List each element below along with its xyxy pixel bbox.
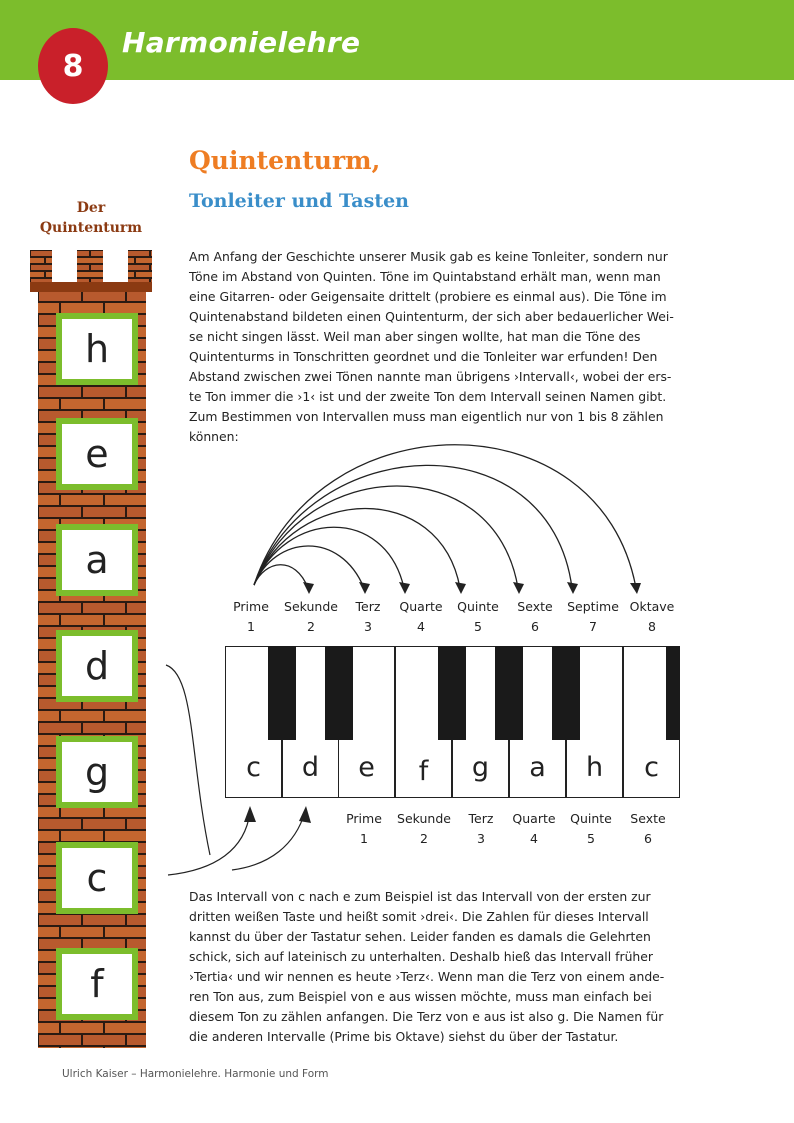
page-number-badge: 8 (38, 28, 108, 104)
black-key (495, 646, 523, 740)
text-line: schick, sich auf lateinisch zu unterhalten. Deshalb hieß das Intervall früher (189, 949, 653, 964)
tower-note-e: e (56, 418, 138, 490)
text-line: Das Intervall von c nach e zum Beispiel ist das Intervall von der ersten zur (189, 889, 651, 904)
black-key (325, 646, 353, 740)
text-line: Quintenturms in Tonschritten geordnet und die Tonleiter war erfunden! Den (189, 349, 658, 364)
text-line: diesem Ton zu zählen anfangen. Die Terz von e aus ist also g. Die Namen für (189, 1009, 664, 1024)
tower-note-h: h (56, 313, 138, 385)
page-footer: Ulrich Kaiser – Harmonielehre. Harmonie und Form (62, 1068, 329, 1080)
tower-title-line2: Quintenturm (39, 220, 143, 236)
black-key (268, 646, 296, 740)
text-line: te Ton immer die ›1‹ ist und der zweite Ton dem Intervall seinen Namen gibt. (189, 389, 667, 404)
interval-top-1: Prime 1 (233, 599, 269, 634)
tower-note-g: g (56, 736, 138, 808)
interval-arcs (254, 445, 636, 588)
interval-top-5: Quinte 5 (457, 599, 499, 634)
text-line: können: (189, 429, 239, 444)
intro-paragraph (189, 247, 719, 447)
key-label: h (585, 752, 604, 783)
text-line: eine Gitarren- oder Geigensaite drittelt (probiere es einmal aus). Die Töne im (189, 289, 667, 304)
tower-note-c: c (56, 842, 138, 914)
interval-top-8: Oktave 8 (629, 599, 675, 634)
interval-bottom-2: Sekunde 2 (397, 811, 451, 846)
piano-keyboard (225, 646, 680, 798)
text-line: Töne im Abstand von Quinten. Töne im Quintabstand erhält man, wenn man (189, 269, 661, 284)
black-key (552, 646, 580, 740)
chapter-title: Harmonielehre (122, 26, 361, 59)
black-key (438, 646, 466, 740)
text-line: ›Tertia‹ und wir nennen es heute ›Terz‹. Wenn man die Terz von einem ande- (189, 969, 665, 984)
interval-bottom-3: Terz 3 (468, 811, 494, 846)
text-line: Am Anfang der Geschichte unserer Musik gab es keine Tonleiter, sondern nur (189, 249, 668, 264)
key-label: f (418, 756, 429, 787)
interval-bottom-5: Quinte 5 (570, 811, 612, 846)
interval-arrowheads (303, 582, 641, 594)
interval-top-2: Sekunde 2 (284, 599, 338, 634)
tower-note-d: d (56, 630, 138, 702)
tower-note-f: f (56, 948, 138, 1020)
interval-top-6: Sexte 6 (517, 599, 553, 634)
text-line: dritten weißen Taste und heißt somit ›drei‹. Die Zahlen für dieses Intervall (189, 909, 649, 924)
interval-top-3: Terz 3 (355, 599, 381, 634)
interval-bottom-1: Prime 1 (346, 811, 382, 846)
text-line: kannst du über der Tastatur sehen. Leider fanden es damals die Gelehrten (189, 929, 651, 944)
tower-note-a: a (56, 524, 138, 596)
text-line: die anderen Intervalle (Prime bis Oktave) siehst du über der Tastatur. (189, 1029, 619, 1044)
interval-top-4: Quarte 4 (399, 599, 443, 634)
black-key (666, 646, 680, 740)
key-label: g (471, 752, 490, 783)
interval-top-7: Septime 7 (567, 599, 619, 634)
tower-battlements (30, 250, 152, 292)
interval-bottom-6: Sexte 6 (630, 811, 666, 846)
key-label: d (301, 752, 320, 783)
key-label: c (246, 752, 261, 783)
text-line: Zum Bestimmen von Intervallen muss man eigentlich nur von 1 bis 8 zählen (189, 409, 664, 424)
text-line: Abstand zwischen zwei Tönen nannte man übrigens ›Intervall‹, wobei der ers- (189, 369, 672, 384)
second-paragraph (189, 887, 719, 1047)
key-label: e (358, 752, 375, 783)
key-label: c (644, 752, 659, 783)
text-line: Quintenabstand bildeten einen Quintenturm, der sich aber bedauerlicher Wei- (189, 309, 674, 324)
interval-bottom-4: Quarte 4 (512, 811, 556, 846)
text-line: ren Ton aus, zum Beispiel von e aus wissen möchte, muss man einfach bei (189, 989, 652, 1004)
key-label: a (529, 752, 546, 783)
page-title: Quintenturm, (189, 146, 381, 175)
text-line: se nicht singen lässt. Weil man aber singen wollte, hat man die Töne des (189, 329, 641, 344)
tower-title-line1: Der (76, 200, 106, 216)
page-subtitle: Tonleiter und Tasten (189, 190, 409, 212)
